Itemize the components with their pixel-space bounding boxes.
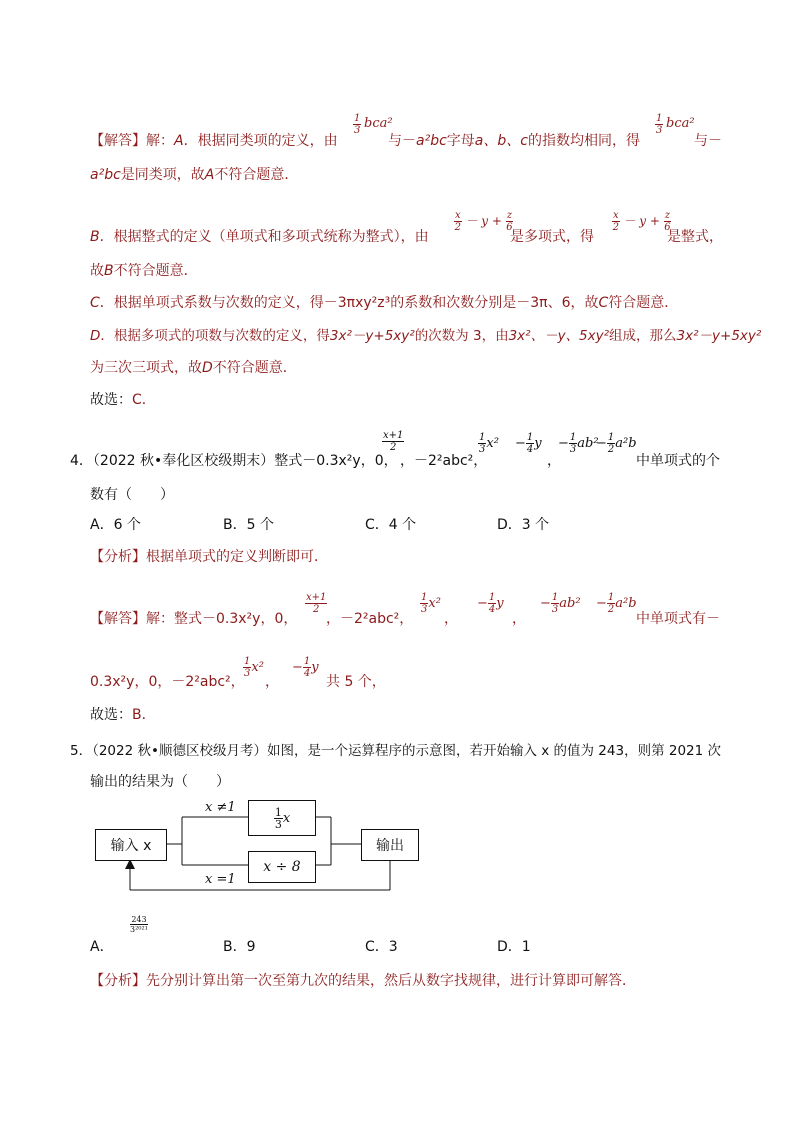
option-d-5: D．1 <box>497 939 531 955</box>
option-c-5: C．3 <box>365 939 398 955</box>
term-y: − $\frac{1}{4}$ y <box>515 432 542 455</box>
fraction-one-third-2: $\frac{1}{3}$ <box>656 113 663 136</box>
q4-stem-2: 数有（ ） <box>90 487 174 503</box>
solution-line-3: B．根据整式的定义（单项式和多项式统称为整式），由 <box>90 229 429 245</box>
solution-line-5: C．根据单项式系数与次数的定义，得－3πxy²z³的系数和次数分别是－3π、6，故C符合题意． <box>90 295 679 311</box>
term-a2b: − $\frac{1}{2}$ a²b <box>596 432 637 455</box>
answer-line-4: 故选：B． <box>90 707 156 723</box>
output-box: 输出 <box>361 829 419 861</box>
solution-line-6: D．根据多项式的项数与次数的定义，得3x²－y+5xy²的次数为 3，由3x²、－y、5xy²组成，那么3x²－y+5xy² <box>90 328 762 344</box>
term-ab2: − $\frac{1}{3}$ ab² <box>558 432 599 455</box>
one-third-x-box: $\frac{1}{3}$ x <box>248 800 316 836</box>
solution-line-1b: 与－a²bc字母a、b、c的指数均相同，得 <box>388 133 640 149</box>
option-b: B．5 个 <box>223 517 274 533</box>
solution-4-line-2: 0.3x²y，0，－2²abc²， <box>90 674 245 690</box>
fraction-243: $\frac{243}{\text{3²⁰²¹}}$ <box>130 915 148 934</box>
option-a: A．6 个 <box>90 517 141 533</box>
option-d: D．3 个 <box>497 517 550 533</box>
solution-4-line-1: 【解答】解：整式－0.3x²y，0， <box>90 611 298 627</box>
cond-not-one: x ≠1 <box>205 800 236 815</box>
option-c: C．4 个 <box>365 517 417 533</box>
solution-line-4: 故B不符合题意． <box>90 263 198 279</box>
solution-line-7: 为三次三项式，故D不符合题意． <box>90 360 297 376</box>
cond-one: x =1 <box>205 872 236 887</box>
math-bca2: bca² <box>364 116 393 131</box>
fraction-x-plus-1: $\frac{x+1}{2}$ <box>383 430 404 453</box>
solution-line-1: 【解答】解：A．根据同类项的定义，由 <box>90 133 338 149</box>
input-box: 输入 x <box>95 829 167 861</box>
q5-stem-1: 5．（2022 秋•顺德区校级月考）如图，是一个运算程序的示意图，若开始输入 x 的值为 243，则第 2021 次 <box>70 743 722 759</box>
answer-line-3: 故选：C． <box>90 392 156 408</box>
q5-stem-2: 输出的结果为（ ） <box>90 774 230 790</box>
fraction-one-third: $\frac{1}{3}$ <box>354 113 361 136</box>
math-bca2-2: bca² <box>666 116 695 131</box>
solution-line-2: a²bc是同类项，故A不符合题意． <box>90 167 299 183</box>
math-poly-2: $\frac{x}{2}$ － y + $\frac{z}{6}$ <box>612 210 671 233</box>
q4-stem-1: 4．（2022 秋•奉化区校级期末）整式－0.3x²y，0， <box>70 453 398 469</box>
divide-8-box: x ÷ 8 <box>248 851 316 883</box>
option-a-5: A． <box>90 939 114 955</box>
term-x2: $\frac{1}{3}$ x² <box>479 432 499 455</box>
option-b-5: B．9 <box>223 939 256 955</box>
solution-tag: 【解答】 <box>90 133 146 149</box>
math-poly-1: $\frac{x}{2}$ － y + $\frac{z}{6}$ <box>454 210 513 233</box>
analysis-4: 【分析】根据单项式的定义判断即可． <box>90 549 328 565</box>
analysis-5: 【分析】先分别计算出第一次至第九次的结果，然后从数字找规律，进行计算即可解答． <box>90 973 636 989</box>
